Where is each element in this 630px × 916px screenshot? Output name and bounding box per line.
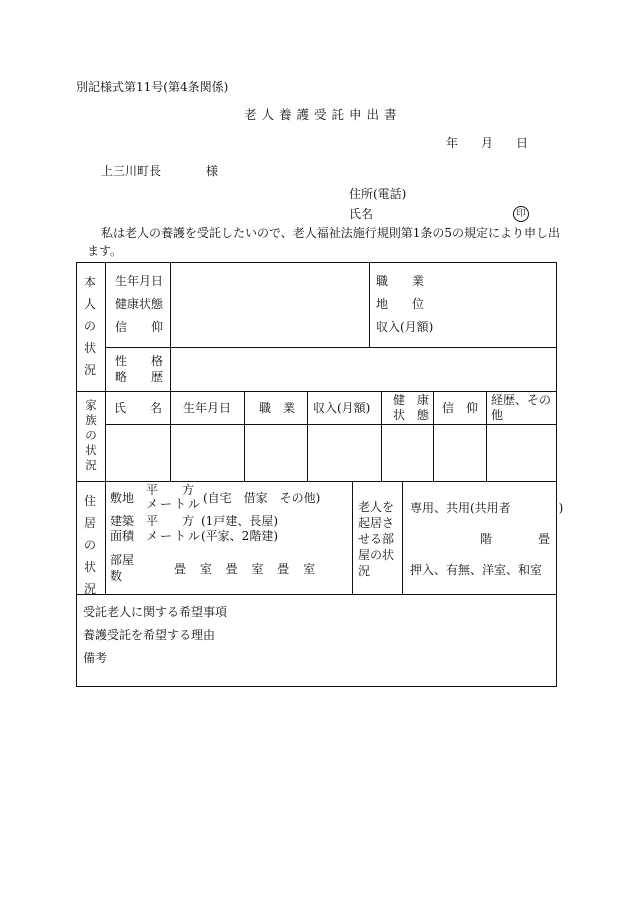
residence-rooms-label-2: 数 [110,569,123,583]
residence-building-type-2: (平家、2階建) [201,529,278,543]
person-occupation-label: 職 業 [376,274,425,288]
room-section-label-1: 老人を [358,500,395,514]
honorific: 様 [206,164,219,178]
statement-line-2: ます。 [87,244,123,258]
table-rule [170,391,171,481]
remarks-notes: 備考 [83,651,108,665]
residence-site-types: (自宅 借家 その他) [203,491,321,505]
residence-rooms-units: 畳 室 畳 室 畳 室 [174,562,321,576]
addressee: 上三川町長 [101,164,162,178]
residence-building-unit-2: メートル [146,529,203,543]
table-rule [369,262,370,347]
person-faith-label: 信 仰 [115,320,164,334]
table-rule [352,481,353,594]
table-rule [76,481,556,482]
table-border-top [76,262,556,263]
statement-line-1: 私は老人の養護を受託したいので、老人福祉法施行規則第1条の5の規定により申し出 [101,226,561,240]
date-month: 月 [481,136,494,150]
table-rule [76,391,556,392]
room-floor-label: 階 [480,532,493,546]
table-rule [402,481,403,594]
person-section-label: 本人の状況 [83,275,96,377]
date-day: 日 [516,136,529,150]
table-rule [307,391,308,481]
residence-site-label: 敷地 [110,491,135,505]
table-border-bottom [76,686,556,687]
residence-building-type-1: (1戸建、長屋) [201,514,278,528]
family-col-birth: 生年月日 [183,401,232,415]
person-income-label: 収入(月額) [376,320,434,334]
table-border-right [556,262,557,687]
table-rule [105,262,106,594]
residence-site-unit-top: 平 方 [146,483,195,497]
family-col-health-top: 健 康 [393,393,430,407]
person-character-label: 性 格 [115,354,164,368]
room-features: 押入、有無、洋室、和室 [410,563,543,577]
family-col-occupation: 職 業 [259,401,296,415]
room-use: 専用、共用(共用者 ) [410,501,564,515]
family-col-name: 氏 名 [114,401,163,415]
seal-mark: 印 [513,206,529,222]
table-rule [433,391,434,481]
person-history-label: 略 歴 [115,370,164,384]
table-border-left [76,262,77,687]
table-rule [105,347,556,348]
family-col-history-top: 経歴、その [491,393,552,407]
table-rule [381,391,382,481]
form-number: 別記様式第11号(第4条関係) [76,80,229,94]
residence-section-label: 住居の状況 [83,494,96,596]
residence-building-label-2: 面積 [110,529,135,543]
room-section-label-4: 屋の状 [358,548,395,562]
table-rule [170,262,171,391]
family-col-history-bottom: 他 [491,408,504,422]
form-title: 老人養護受託申出書 [244,107,402,122]
residence-site-unit-bottom: メートル [146,497,203,511]
person-health-label: 健康状態 [115,297,164,311]
person-position-label: 地 位 [376,297,425,311]
room-section-label-3: せる部 [358,532,395,546]
table-rule [244,391,245,481]
name-label: 氏名 [349,207,374,221]
room-section-label-2: 起居さ [358,516,395,530]
person-birth-label: 生年月日 [115,274,164,288]
family-col-faith: 信 仰 [442,401,479,415]
room-section-label-5: 況 [358,564,371,578]
family-col-health-bottom: 状 態 [393,408,430,422]
address-label: 住所(電話) [349,187,407,201]
table-rule [486,391,487,481]
room-tatami-label: 畳 [538,532,551,546]
family-col-income: 収入(月額) [313,401,371,415]
date-year: 年 [446,136,459,150]
residence-building-label-1: 建築 [110,514,135,528]
residence-building-unit-1: 平 方 [146,514,195,528]
family-section-label: 家族の状況 [85,398,97,472]
table-rule [105,424,556,425]
remarks-wishes: 受託老人に関する希望事項 [83,605,228,619]
table-rule [76,594,556,595]
residence-rooms-label-1: 部屋 [110,553,135,567]
remarks-reason: 養護受託を希望する理由 [83,628,216,642]
